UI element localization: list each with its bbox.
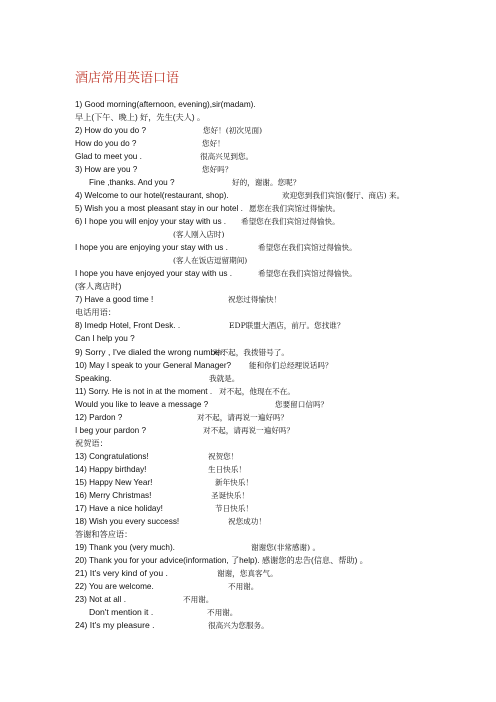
text-line: 12) Pardon ? 对不起，请再说一遍好吗？ bbox=[75, 413, 289, 422]
text-line: 7) Have a good time ! 祝您过得愉快！ bbox=[75, 295, 282, 304]
text-line: Would you like to leave a message ? 您要留口信吗？ bbox=[75, 400, 329, 409]
text-line: 10) May I speak to your General Manager? 能和你们总经理说话吗？ bbox=[75, 361, 333, 370]
text-line: 14) Happy birthday! 生日快乐！ bbox=[75, 465, 246, 474]
text-line: 6) I hope you will enjoy your stay with us . 希望您在我们宾馆过得愉快。 bbox=[75, 217, 340, 226]
text-line: 22) You are welcome. 不用谢。 bbox=[75, 582, 259, 591]
text-line: 23) Not at all . 不用谢。 bbox=[75, 595, 214, 604]
text-line: 24) It's my pleasure . 很高兴为您服务。 bbox=[75, 620, 269, 630]
text-line: I beg your pardon ? 对不起，请再说一遍好吗？ bbox=[75, 426, 295, 435]
text-line: Don't mention it . 不用谢。 bbox=[89, 607, 238, 617]
text-line: 4) Welcome to our hotel(restaurant, shop). 欢迎您到我们宾馆(餐厅、商店) 来。 bbox=[75, 191, 405, 200]
text-line: 答谢和答应语： bbox=[75, 530, 133, 539]
text-line: Glad to meet you . 很高兴见到您。 bbox=[75, 152, 254, 161]
text-line: 8) Imedp Hotel, Front Desk. . EDP联盟大酒店，前厅。您找谁？ bbox=[75, 321, 345, 330]
text-line: 21) It's very kind of you . 谢谢，您真客气。 bbox=[75, 568, 278, 578]
text-line: 17) Have a nice holiday! 节日快乐！ bbox=[75, 504, 253, 513]
document-page: 酒店常用英语口语 1) Good morning(afternoon, evening),sir(madam). 早上(下午、晚上) 好，先生(夫人) 。 2) How do you do ? 您好！(初次见面) How do you do ? 您好！ Glad to meet you . 很高兴见到您。 3) How are you ? 您好吗？ Fine ,thanks. And you ? 好的，谢谢。您呢？ 4) Welcome to our hotel(restaurant, shop). 欢迎您到我们宾馆(餐厅、商店) 来。 5) Wish you a most pleasant stay in our hotel . 愿您在我们宾馆过得愉快。 6) I hope you will enjoy your stay with us . 希望您在我们宾馆过得愉快。 (客人刚入店时) I hope you are enjoying your stay with us . 希望您在我们宾馆过得愉快。 (客人在饭店逗留期间) I hope you have enjoyed your stay with us . 希望您在我们宾馆过得愉快。 (客人离店时) 7) Have a good time ! 祝您过得愉快！ 电话用语： 8) Imedp Hotel, Front Desk. . EDP联盟大酒店，前厅。您找谁？ Can I help you ? 9) Sorry , I've dialed the wrong number. 对不起，我拨错号了。 10) May I speak to your General Manager? 能和你们总经理说话吗？ Speaking. 我就是。 11) Sorry. He is not in at the moment . 对不起，他现在不在。 Would you like to leave a message ? 您要留口信吗？ 12) Pardon ? 对不起，请再说一遍好吗？ I beg your pardon ? 对不起，请再说一遍好吗？ 祝贺语： 13) Congratulations! 祝贺您！ 14) Happy birthday! 生日快乐！ 15) Happy New Year! 新年快乐！ 16) Merry Christmas! 圣诞快乐！ 17) Have a nice holiday! 节日快乐！ 18) Wish you every success! 祝您成功！ 答谢和答应语： 19) Thank you (very much). 谢谢您(非常感谢) 。 20) Thank you for your advice(information, 了help). 感谢您的忠告(信息、帮助) 。 21) It's very kind of you . 谢谢，您真客气。 22) You are welcome. 不用谢。 23) Not at all . 不用谢。 Don't mention it . 不用谢。 24) It's my pleasure . 很高兴为您服务。 bbox=[0, 0, 496, 702]
text-line: 1) Good morning(afternoon, evening),sir(madam). bbox=[75, 100, 256, 109]
text-line: 16) Merry Christmas! 圣诞快乐！ bbox=[75, 491, 249, 500]
text-line: 9) Sorry , I've dialed the wrong number. 对不起，我拨错号了。 bbox=[75, 347, 289, 357]
text-line: 早上(下午、晚上) 好，先生(夫人) 。 bbox=[75, 113, 206, 122]
text-line: 18) Wish you every success! 祝您成功！ bbox=[75, 517, 266, 526]
text-line: 11) Sorry. He is not in at the moment . 对不起，他现在不在。 bbox=[75, 387, 295, 396]
text-line: 5) Wish you a most pleasant stay in our hotel . 愿您在我们宾馆过得愉快。 bbox=[75, 204, 341, 213]
text-line: I hope you are enjoying your stay with us . 希望您在我们宾馆过得愉快。 bbox=[75, 243, 357, 252]
text-line: (客人离店时) bbox=[75, 282, 122, 291]
text-line: 祝贺语： bbox=[75, 439, 108, 448]
document-title: 酒店常用英语口语 bbox=[75, 71, 180, 86]
text-line: 20) Thank you for your advice(information, 了help). 感谢您的忠告(信息、帮助) 。 bbox=[75, 556, 368, 565]
text-line: 3) How are you ? 您好吗？ bbox=[75, 165, 233, 174]
text-line: Fine ,thanks. And you ? 好的，谢谢。您呢？ bbox=[89, 178, 301, 187]
text-line: Speaking. 我就是。 bbox=[75, 374, 240, 383]
text-line: 19) Thank you (very much). 谢谢您(非常感谢) 。 bbox=[75, 543, 321, 552]
text-line: Can I help you ? bbox=[75, 334, 135, 343]
text-line: How do you do ? 您好！ bbox=[75, 139, 225, 148]
text-line: 电话用语： bbox=[75, 308, 116, 317]
text-line: I hope you have enjoyed your stay with us . 希望您在我们宾馆过得愉快。 bbox=[75, 269, 357, 278]
text-line: 13) Congratulations! 祝贺您！ bbox=[75, 452, 239, 461]
text-line: 15) Happy New Year! 新年快乐！ bbox=[75, 478, 253, 487]
text-line: 2) How do you do ? 您好！(初次见面) bbox=[75, 126, 263, 135]
